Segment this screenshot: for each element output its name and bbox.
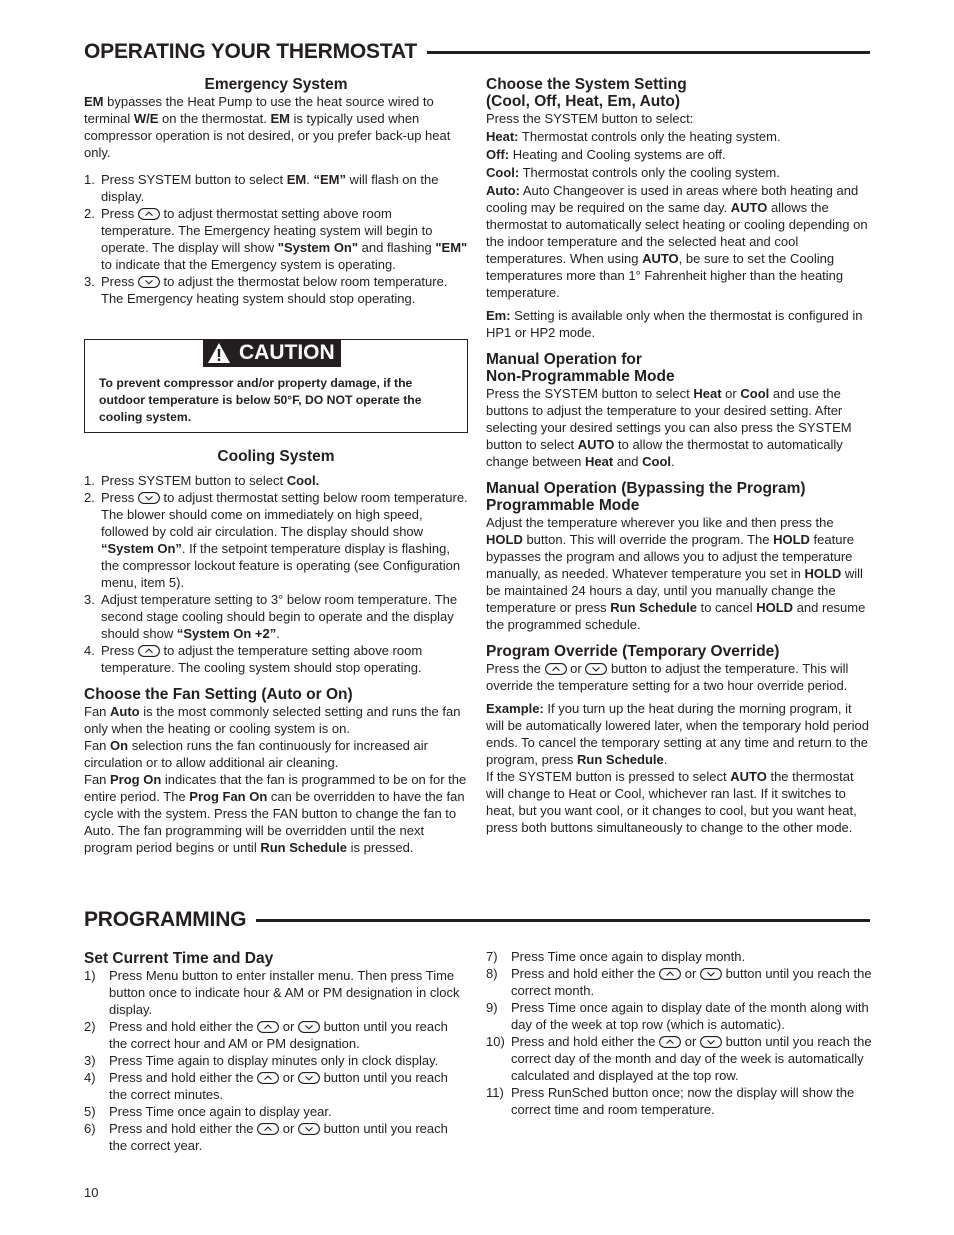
step-number: 9) [486,1000,498,1015]
text: to adjust thermostat setting below room temperature. The blower should come on immediately on high speed, followed by cold air circulation. The display should show [101,490,468,539]
text: or [279,1019,298,1034]
list-item [84,273,468,307]
text: is the most commonly selected setting and runs the fan only when the heating or cooling system is on. [84,704,461,736]
term-prog-fan-on: Prog Fan On [189,789,268,804]
list-item [84,967,468,1018]
heading-line: (Cool, Off, Heat, Em, Auto) [486,93,681,110]
text: allows the thermostat to automatically select heating or cooling depending on the indoor temperature and the selected heat and cool temperatures. When using [486,200,868,266]
text: Press [101,206,138,221]
text: Press SYSTEM button to select [101,172,287,187]
text: Fan [84,704,111,719]
down-arrow-button-icon [298,1123,320,1135]
text: Heating and Cooling systems are off. [509,147,726,162]
cooling-heading: Cooling System [217,448,335,465]
text: Press and hold either the [109,1070,258,1085]
term-em: EM [270,111,290,126]
fan-heading: Choose the Fan Setting (Auto or On) [84,686,353,703]
heading-line: Manual Operation for [486,351,642,368]
system-setting-text [486,110,872,341]
down-arrow-button-icon [700,968,722,980]
list-item [84,171,468,205]
step-number: 4) [84,1070,96,1085]
up-arrow-button-icon [659,1036,681,1048]
list-item [84,489,468,591]
programming-left-column [84,950,468,1154]
step-number: 4. [84,643,95,658]
list-item [486,965,874,999]
manual-prog-text [486,514,872,633]
up-arrow-button-icon [257,1021,279,1033]
text: Press [101,274,138,289]
list-item [486,1084,874,1118]
term-em: EM [84,94,104,109]
list-item [84,1018,468,1052]
display-text: "System On" [277,240,359,255]
text: can be overridden to have the fan cycle with the system. Press the FAN button to change the fan to Auto. The fan programming will be overridden until the next program period begins or until [84,789,465,855]
text: or [279,1070,298,1085]
text: feature bypasses the program and allows you to adjust the temperature manually, as needed. Whatever temperature you set in [486,532,855,581]
text: Press and hold either the [511,1034,660,1049]
emergency-intro [84,93,468,161]
text: Thermostat controls only the heating system. [518,129,781,144]
step-number: 3. [84,274,95,289]
text: . [663,752,668,767]
section-title: PROGRAMMING [84,908,256,931]
display-text: “System On” [101,541,182,556]
text: Press and hold either the [511,966,660,981]
step-number: 3. [84,592,95,607]
text: to allow the thermostat to automatically change between [486,437,843,469]
list-item [84,205,468,273]
step-number: 1. [84,473,95,488]
term-example: Example: [486,701,544,716]
text: . [306,172,314,187]
term-hold: HOLD [804,566,842,581]
cooling-steps [84,472,468,676]
heading-line: Programmable Mode [486,497,640,514]
term-off: Off: [486,147,510,162]
term-prog-on: Prog On [110,772,162,787]
system-setting-heading [486,76,872,110]
step-number: 3) [84,1053,96,1068]
up-arrow-button-icon [138,208,160,220]
text: Press Time again to display minutes only in clock display. [109,1053,439,1068]
term-cool: Cool. [286,473,320,488]
text: . [276,626,280,641]
text: or [279,1121,298,1136]
text: Press Time once again to display year. [109,1104,332,1119]
step-number: 1. [84,172,95,187]
term-run-schedule: Run Schedule [577,752,664,767]
step-number: 1) [84,968,96,983]
manual-nonprog-text [486,385,872,470]
set-time-steps-b [486,948,874,1118]
heading-line: Non-Programmable Mode [486,368,675,385]
text: Thermostat controls only the cooling system. [519,165,780,180]
display-text: “System On +2” [176,626,277,641]
text: If the SYSTEM button is pressed to select [486,769,731,784]
step-number: 2. [84,206,95,221]
text: or [681,966,700,981]
text: to adjust the thermostat below room temperature. The Emergency heating system should stop operating. [101,274,448,306]
text: bypasses the Heat Pump to use the heat source wired to terminal [84,94,434,126]
caution-box [84,339,468,433]
down-arrow-button-icon [585,663,607,675]
term-auto: AUTO [730,200,768,215]
term-em: EM [286,172,307,187]
step-number: 10) [486,1034,505,1049]
list-item [84,1120,468,1154]
text: button until you reach the correct year. [109,1121,448,1153]
text: button until you reach the correct hour and AM or PM designation. [109,1019,448,1051]
down-arrow-button-icon [298,1021,320,1033]
text: is pressed. [347,840,414,855]
left-column [84,76,468,856]
fan-text [84,703,468,856]
term-heat: Heat [693,386,722,401]
text: selection runs the fan continuously for increased air circulation or to allow additional air cleaning. [84,738,428,770]
text: Press and hold either the [109,1121,258,1136]
step-number: 2. [84,490,95,505]
term-heat: Heat: [486,129,519,144]
step-number: 11) [486,1085,504,1100]
text: Auto Changeover is used in areas where both heating and cooling may be required on the same day. [486,183,859,215]
list-item [84,1069,468,1103]
down-arrow-button-icon [138,276,160,288]
text: Press [101,643,138,658]
step-number: 6) [84,1121,96,1136]
text: Press Menu button to enter installer menu. Then press Time button once to indicate hour & AM or PM designation in clock display. [109,968,460,1017]
list-item [486,999,874,1033]
up-arrow-button-icon [257,1072,279,1084]
text: Press the SYSTEM button to select [486,386,694,401]
text: will be maintained 24 hours a day, until you manually change the temperature or press [486,566,863,615]
term-auto: Auto [110,704,140,719]
text: button until you reach the correct minutes. [109,1070,448,1102]
text: Fan [84,772,111,787]
up-arrow-button-icon [545,663,567,675]
text: button until you reach the correct month. [511,966,872,998]
term-cool: Cool: [486,165,520,180]
list-item [486,948,874,965]
down-arrow-button-icon [700,1036,722,1048]
emergency-steps [84,171,468,307]
text: Press Time once again to display month. [511,949,746,964]
manual-prog-heading [486,480,872,514]
caution-label-text: CAUTION [239,341,335,364]
term-hold: HOLD [773,532,810,547]
text: and resume the programmed schedule. [486,600,866,632]
text: Adjust temperature setting to 3° below room temperature. The second stage cooling should begin to operate and the display should show [101,592,458,641]
heading-line: Manual Operation (Bypassing the Program) [486,480,806,497]
section-header-programming [84,908,870,934]
text: indicates that the fan is programmed to be on for the entire period. The [84,772,467,804]
text: to cancel [696,600,757,615]
text: Press [101,490,138,505]
term-we: W/E [133,111,159,126]
override-text [486,660,872,836]
text: or [566,661,586,676]
term-auto: AUTO [730,769,767,784]
text: or [721,386,741,401]
heading-line: Choose the System Setting [486,76,687,93]
manual-nonprog-heading [486,351,872,385]
term-heat: Heat [585,454,614,469]
down-arrow-button-icon [298,1072,320,1084]
term-cool: Cool [642,454,672,469]
text: Press SYSTEM button to select [101,473,287,488]
term-hold: HOLD [486,532,523,547]
step-number: 7) [486,949,498,964]
text: and flashing [358,240,436,255]
down-arrow-button-icon [138,492,160,504]
term-auto: AUTO [577,437,615,452]
text: If you turn up the heat during the morning program, it will be automatically lowered later, when the temporary hold period ends. To cancel the temporary setting at any time and return to the program, press [486,701,869,767]
override-heading: Program Override (Temporary Override) [486,643,780,660]
text: to indicate that the Emergency system is operating. [101,257,396,272]
text: or [681,1034,700,1049]
page-number: 10 [84,1185,99,1200]
section-header-operating [84,40,870,66]
text: the thermostat will change to Heat or Cool, whichever ran last. If it switches to heat, but you want cool, or it changes to cool, but you want heat, press both buttons simultaneously to change to the other mode. [486,769,857,835]
text: and use the buttons to adjust the temperature to your desired setting. After selecting your desired settings you can also press the SYSTEM button to select [486,386,852,452]
list-item [486,1033,874,1084]
step-number: 2) [84,1019,96,1034]
term-auto: AUTO [642,251,679,266]
text: Press RunSched button once; now the display will show the correct time and room temperature. [511,1085,855,1117]
text: will flash on the display. [101,172,439,204]
up-arrow-button-icon [257,1123,279,1135]
text: Press Time once again to display date of the month along with day of the week at top row (which is automatic). [511,1000,869,1032]
caution-label [203,339,341,367]
text: is typically used when compressor operation is not desired, or you prefer back-up heat only. [84,111,451,160]
step-number: 8) [486,966,498,981]
text: button to adjust the temperature. This will override the temperature setting for a two hour override period. [486,661,849,693]
caution-text: To prevent compressor and/or property damage, if the outdoor temperature is below 50°F, DO NOT operate the cooling system. [99,376,422,424]
warning-triangle-icon [207,342,231,364]
set-time-heading: Set Current Time and Day [84,950,274,967]
term-hold: HOLD [756,600,794,615]
text: . If the setpoint temperature display is flashing, the compressor lockout feature is operating (see Configuration menu, item 5). [101,541,461,590]
text: on the thermostat. [158,111,271,126]
text: to adjust the temperature setting above room temperature. The cooling system should stop operating. [101,643,423,675]
text: and [613,454,643,469]
term-em: Em: [486,308,511,323]
list-item [84,1103,468,1120]
list-item [84,591,468,642]
text: button until you reach the correct day of the month and day of the week is automatically calculated and displayed at the top row. [511,1034,872,1083]
term-on: On [110,738,129,753]
term-auto: Auto: [486,183,520,198]
text: Fan [84,738,111,753]
text: Adjust the temperature wherever you like and then press the [486,515,834,530]
text: . [671,454,675,469]
right-column [486,76,872,836]
term-run-schedule: Run Schedule [260,840,348,855]
text: Press and hold either the [109,1019,258,1034]
text: button. This will override the program. The [522,532,774,547]
up-arrow-button-icon [659,968,681,980]
list-item [84,472,468,489]
text: Press the SYSTEM button to select: [486,111,694,126]
term-run-schedule: Run Schedule [610,600,697,615]
emergency-heading: Emergency System [204,76,348,93]
list-item [84,1052,468,1069]
up-arrow-button-icon [138,645,160,657]
programming-right-column [486,948,874,1118]
text: Setting is available only when the thermostat is configured in HP1 or HP2 mode. [486,308,863,340]
display-text: "EM" [435,240,468,255]
term-em: “EM” [313,172,346,187]
section-title: OPERATING YOUR THERMOSTAT [84,40,427,63]
step-number: 5) [84,1104,96,1119]
text: , be sure to set the Cooling temperatures more than 1° Fahrenheit higher than the heating temperature. [486,251,844,300]
list-item [84,642,468,676]
set-time-steps-a [84,967,468,1154]
term-cool: Cool [740,386,770,401]
text: Press the [486,661,545,676]
text: to adjust thermostat setting above room temperature. The Emergency heating system will begin to operate. The display will show [101,206,433,255]
